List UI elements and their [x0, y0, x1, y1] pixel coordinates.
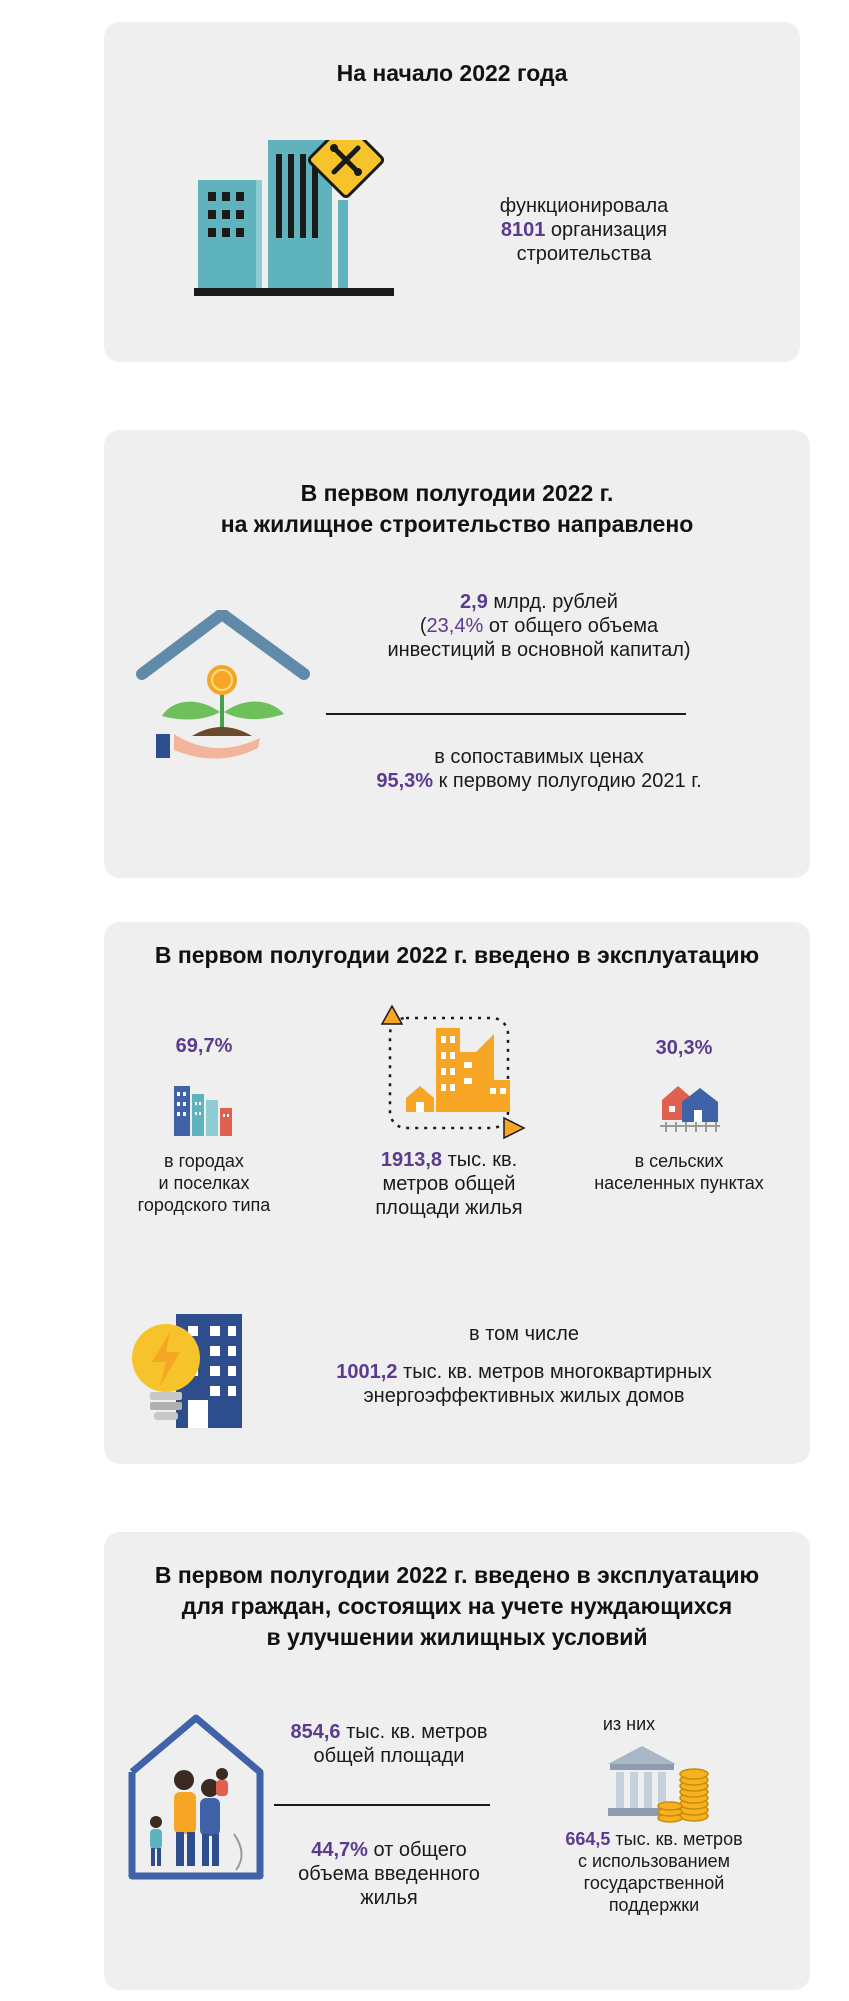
- including-label: в том числе: [469, 1323, 579, 1345]
- investment-line1: [304, 590, 774, 614]
- including-value: 1001,2: [336, 1361, 398, 1383]
- needy-area-line1: 854,6 тыс. кв. метров: [290, 1721, 488, 1743]
- card2-title: [104, 478, 810, 540]
- state-support-text: 664,5 тыс. кв. метров с использованием государственной поддержки: [544, 1828, 764, 1916]
- urban-text: в городах и поселках городского типа: [137, 1151, 271, 1215]
- comparable-line2: [294, 769, 784, 793]
- total-area-value: 1913,8: [380, 1149, 442, 1171]
- investment-share-rest: от общего объема: [488, 615, 659, 637]
- comparable-prices-text: [294, 745, 784, 793]
- investment-amount-text: [304, 590, 774, 662]
- investment-line2: (23,4% от общего объема: [419, 615, 659, 637]
- family-house-icon: [126, 1714, 266, 1882]
- rural-text: в сельских населенных пунктах: [594, 1151, 764, 1193]
- including-line2: энергоэффективных жилых домов: [363, 1385, 685, 1407]
- total-line1: 1913,8 тыс. кв.: [380, 1149, 518, 1171]
- urban-pct: 69,7%: [175, 1035, 233, 1057]
- rural-pct: 30,3%: [655, 1037, 713, 1059]
- support-value: 664,5: [565, 1829, 611, 1849]
- city-growth-icon: [376, 1004, 526, 1142]
- investment-amount-unit: млрд. рублей: [493, 591, 618, 613]
- card-commissioned-housing: [104, 922, 810, 1464]
- card4-title: В первом полугодии 2022 г. введено в эксплуатацию для граждан, состоящих на учете нуждающихся в улучшении жилищных условий: [154, 1562, 760, 1650]
- investment-amount-value: 2,9: [460, 591, 488, 613]
- card2-title-line2: на жилищное строительство направлено: [220, 511, 694, 537]
- of-them-label: из них: [602, 1714, 656, 1734]
- investment-share-value: 23,4%: [426, 615, 484, 637]
- energy-efficient-building-icon: [126, 1308, 256, 1438]
- including-line1: 1001,2 тыс. кв. метров многоквартирных: [336, 1361, 712, 1383]
- card3-title: В первом полугодии 2022 г. введено в эксплуатацию: [154, 942, 760, 968]
- card2-title-line1: В первом полугодии 2022 г.: [300, 480, 614, 506]
- divider: [326, 713, 686, 715]
- comparable-pct-value: 95,3%: [376, 770, 434, 792]
- needy-share-text: 44,7% от общего объема введенного жилья: [264, 1838, 514, 1910]
- city-buildings-icon: [172, 1082, 236, 1138]
- card1-title: На начало 2022 года: [336, 60, 568, 86]
- total-area-text: 1913,8 тыс. кв. метров общей площади жилья: [334, 1148, 564, 1220]
- divider: [274, 1804, 490, 1806]
- org-line1: функционировала: [499, 195, 669, 217]
- card-org-count: [104, 22, 800, 362]
- comparable-rest: к первому полугодию 2021 г.: [438, 770, 702, 792]
- comparable-line1: в сопоставимых ценах: [434, 746, 644, 768]
- needy-area-value: 854,6: [290, 1721, 341, 1743]
- org-count-text: [434, 194, 734, 266]
- house-money-plant-icon: [134, 610, 314, 770]
- buildings-repair-icon: [188, 140, 398, 322]
- investment-line3: инвестиций в основной капитал): [387, 639, 691, 661]
- org-line2: [434, 218, 734, 242]
- including-text: [264, 1322, 784, 1408]
- card-housing-investment: [104, 430, 810, 878]
- bank-coins-icon: [604, 1742, 714, 1824]
- village-houses-icon: [660, 1078, 720, 1134]
- card-housing-for-needy: [104, 1532, 810, 1990]
- needy-share-value: 44,7%: [311, 1839, 368, 1861]
- org-count-value: 8101: [500, 219, 546, 241]
- needy-area-text: 854,6 тыс. кв. метров общей площади: [264, 1720, 514, 1768]
- needy-share-line1: 44,7% от общего: [311, 1839, 467, 1861]
- support-line1: 664,5 тыс. кв. метров: [565, 1829, 743, 1849]
- org-line3: строительства: [516, 243, 652, 265]
- org-line2-rest: организация: [550, 219, 668, 241]
